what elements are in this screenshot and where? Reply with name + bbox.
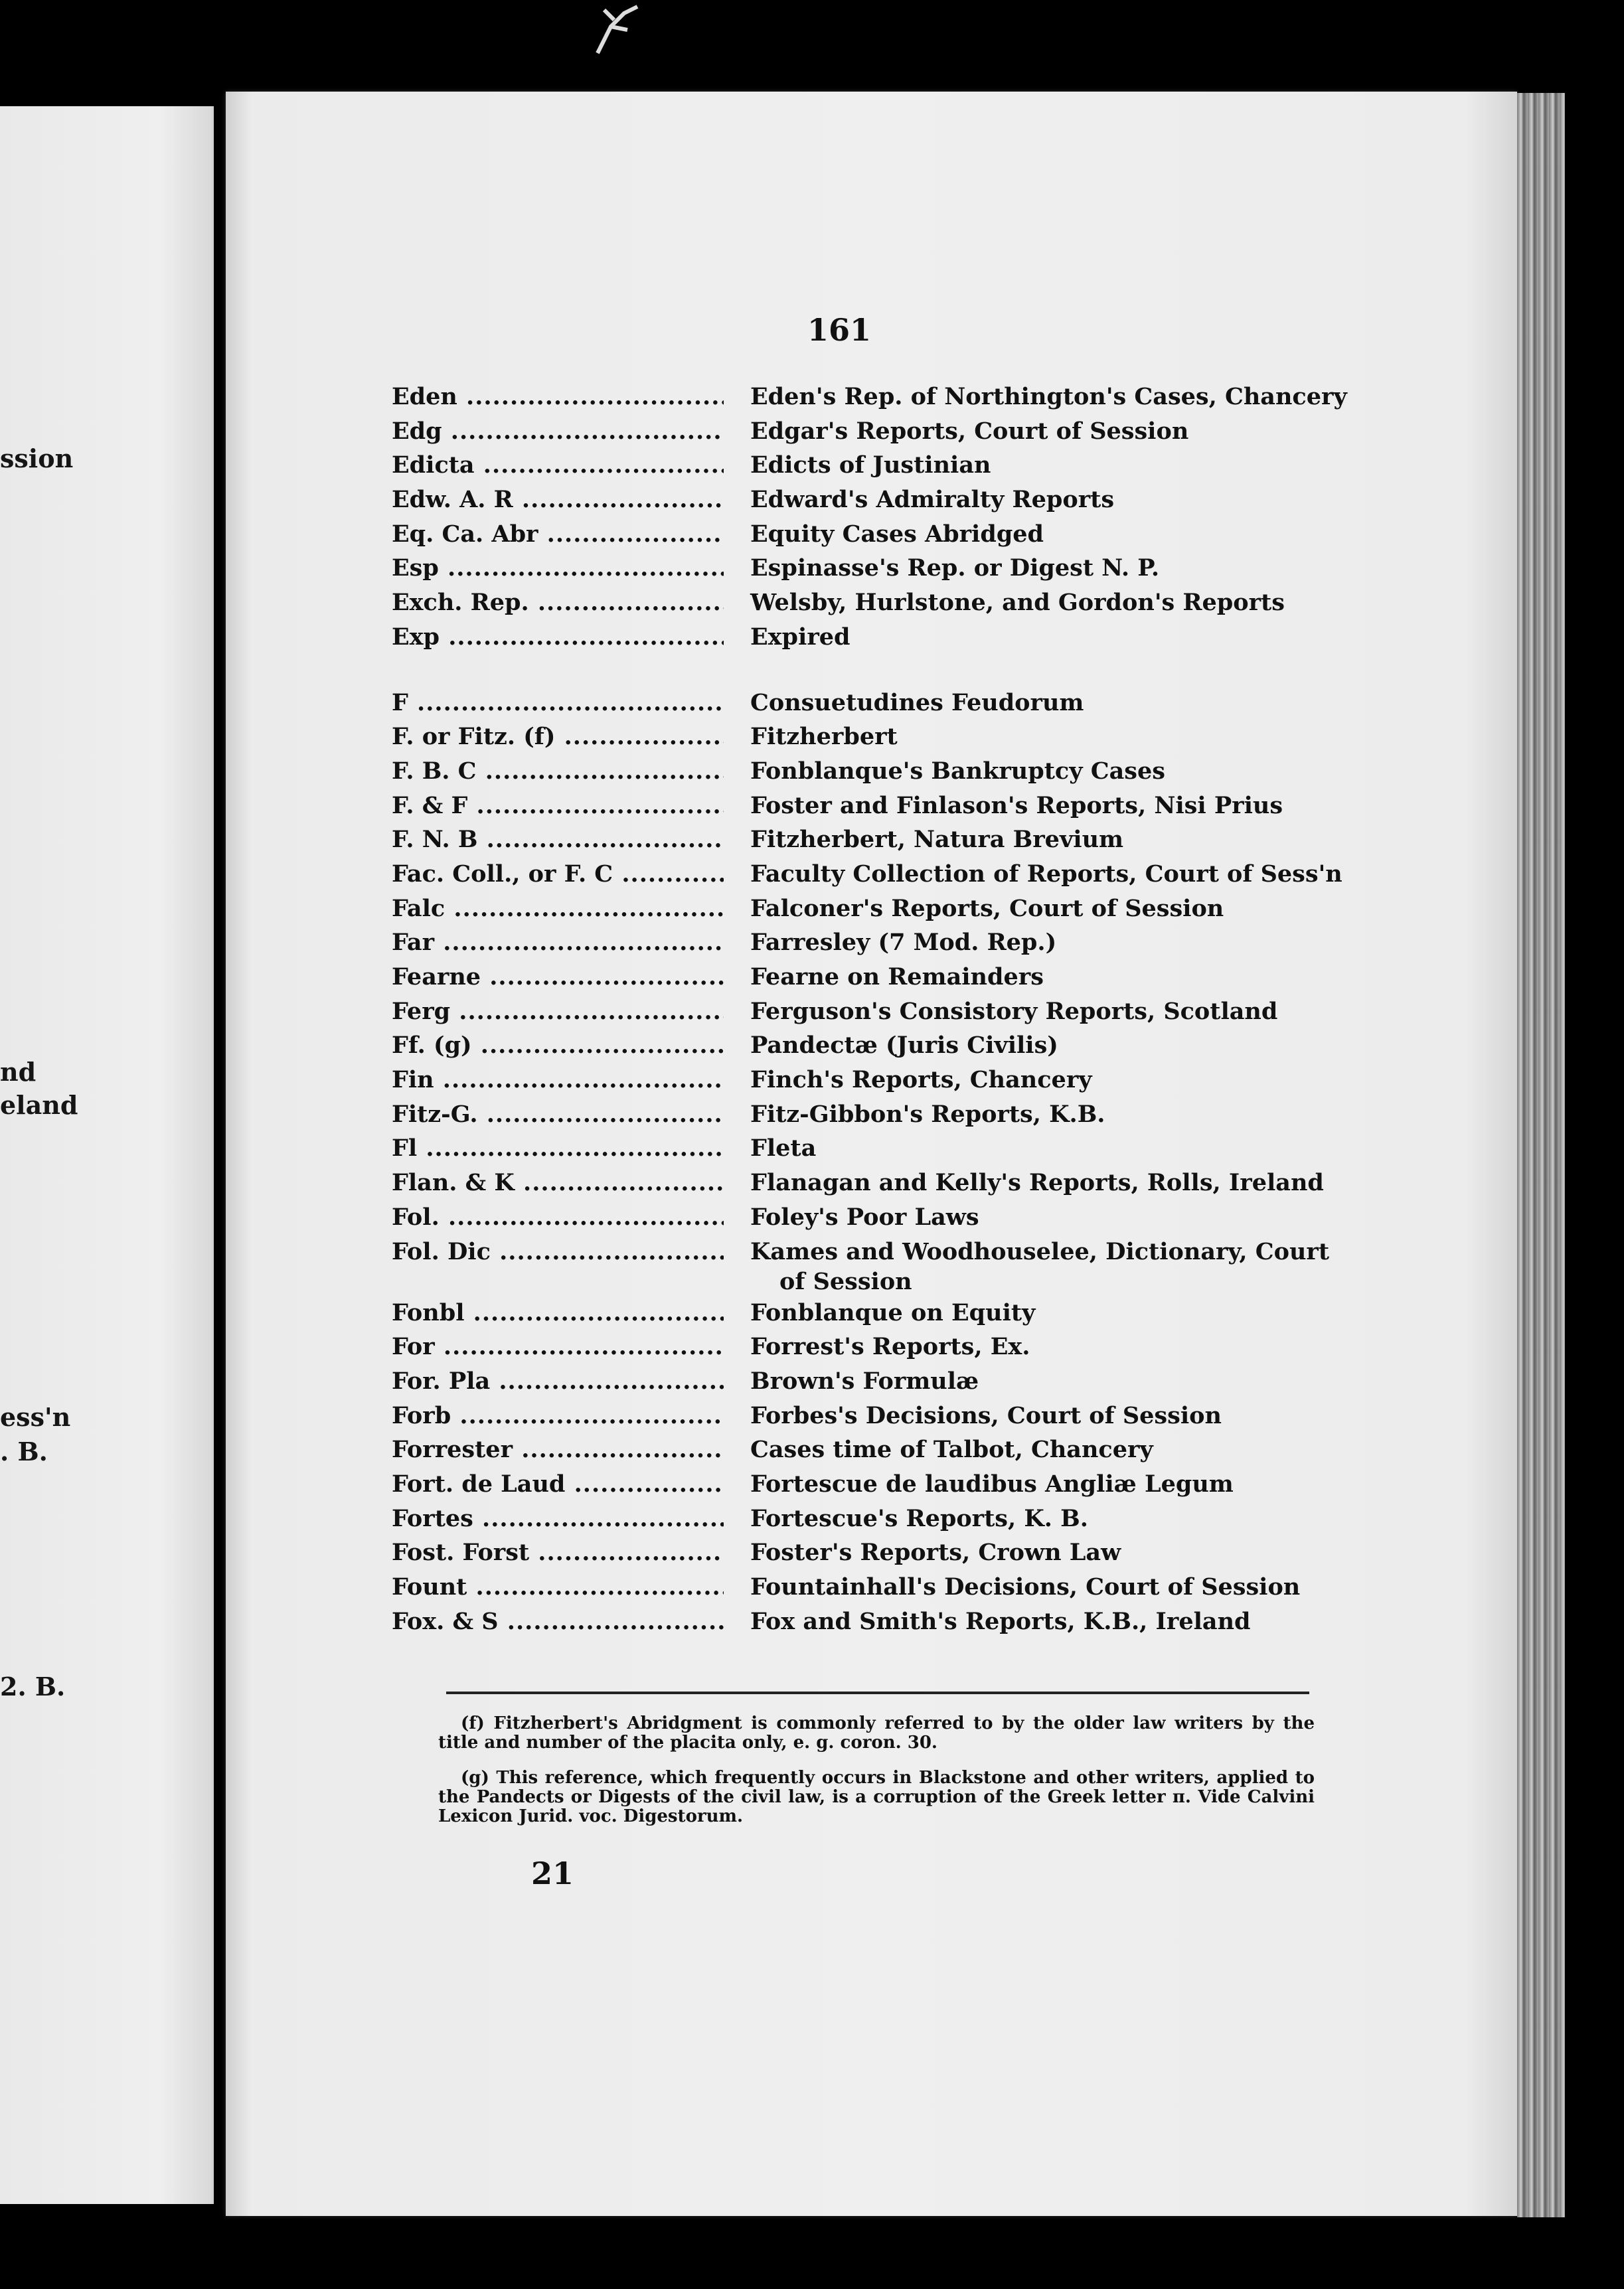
entry-description	[750, 994, 1348, 1029]
entry-row	[392, 483, 1321, 517]
abbreviation-text: For	[392, 1333, 435, 1361]
entry-abbreviation	[392, 1605, 724, 1639]
description-text: Brown's Formulæ	[750, 1367, 979, 1395]
left-page-fragment: nd	[0, 1057, 37, 1087]
entry-row	[392, 1364, 1321, 1399]
description-text: Fox and Smith's Reports, K.B., Ireland	[750, 1607, 1251, 1635]
page-stack-edge	[1517, 93, 1565, 2217]
entry-row	[392, 1570, 1321, 1605]
entry-row	[392, 960, 1321, 994]
entry-description	[750, 892, 1348, 926]
entry-abbreviation	[392, 1063, 724, 1097]
entry-abbreviation	[392, 994, 724, 1029]
entry-description	[750, 1433, 1348, 1467]
entry-description	[750, 857, 1348, 892]
abbreviation-text: Falc	[392, 894, 446, 922]
description-text: Edgar's Reports, Court of Session	[750, 417, 1189, 445]
entry-description	[750, 1028, 1348, 1063]
entry-row	[392, 551, 1321, 586]
entry-row	[392, 517, 1321, 552]
entry-abbreviation	[392, 586, 724, 620]
abbreviation-text: F. B. C	[392, 757, 477, 785]
entry-description	[750, 1330, 1348, 1364]
entry-abbreviation	[392, 720, 724, 754]
entry-description	[750, 1235, 1348, 1296]
abbreviation-text: Fitz-G.	[392, 1100, 478, 1128]
abbreviation-text: F. N. B	[392, 826, 478, 854]
description-text: Consuetudines Feudorum	[750, 688, 1084, 716]
entry-description	[750, 720, 1348, 754]
abbreviation-text: Edw. A. R	[392, 486, 513, 514]
entry-description	[750, 1364, 1348, 1399]
left-page-fragment: ssion	[0, 443, 74, 473]
abbreviation-text: Fort. de Laud	[392, 1470, 566, 1498]
entry-row	[392, 823, 1321, 857]
description-text: Welsby, Hurlstone, and Gordon's Reports	[750, 589, 1285, 617]
entry-description	[750, 1296, 1348, 1330]
entry-description	[750, 1131, 1348, 1166]
entry-description	[750, 1063, 1348, 1097]
entry-abbreviation	[392, 448, 724, 483]
left-page-fragment: eland	[0, 1090, 78, 1120]
entry-description	[750, 754, 1348, 789]
abbreviation-text: Fl	[392, 1135, 418, 1162]
description-text: Espinasse's Rep. or Digest N. P.	[750, 554, 1160, 582]
description-continuation: of Session	[779, 1268, 912, 1296]
abbreviation-list	[392, 380, 1347, 1638]
abbreviation-text: Fol. Dic	[392, 1237, 491, 1265]
entry-description	[750, 380, 1348, 414]
entry-abbreviation	[392, 1235, 724, 1269]
abbreviation-text: Exch. Rep.	[392, 589, 529, 617]
page-number: 161	[807, 312, 872, 348]
abbreviation-text: Fonbl	[392, 1299, 465, 1326]
entry-row	[392, 1097, 1321, 1132]
abbreviation-text: F	[392, 688, 408, 716]
entry-row	[392, 1502, 1321, 1536]
entry-row	[392, 620, 1321, 655]
description-text: Cases time of Talbot, Chancery	[750, 1436, 1153, 1464]
entry-abbreviation	[392, 857, 724, 892]
left-page-fragment: . B.	[0, 1437, 48, 1466]
entry-abbreviation	[392, 414, 724, 449]
entry-abbreviation	[392, 1364, 724, 1399]
entry-abbreviation	[392, 1097, 724, 1132]
entry-description	[750, 960, 1348, 994]
entry-row	[392, 1399, 1321, 1433]
entry-description	[750, 925, 1348, 960]
abbreviation-text: Eq. Ca. Abr	[392, 520, 538, 548]
abbreviation-text: Fox. & S	[392, 1607, 499, 1635]
entry-description	[750, 1200, 1348, 1235]
entry-row	[392, 1433, 1321, 1467]
entry-description	[750, 686, 1348, 720]
entry-row	[392, 1296, 1321, 1330]
abbreviation-text: Fortes	[392, 1504, 473, 1532]
entry-abbreviation	[392, 1296, 724, 1330]
description-text: Foster and Finlason's Reports, Nisi Prius	[750, 791, 1283, 819]
footnotes	[438, 1714, 1315, 1842]
abbreviation-text: Edicta	[392, 451, 475, 479]
description-text: Fitzherbert, Natura Brevium	[750, 826, 1124, 854]
footnote-rule	[446, 1692, 1309, 1694]
entry-abbreviation	[392, 517, 724, 552]
abbreviation-text: F. & F	[392, 791, 468, 819]
entry-description	[750, 1399, 1348, 1433]
abbreviation-text: Esp	[392, 554, 439, 582]
entry-row	[392, 925, 1321, 960]
description-text: Foster's Reports, Crown Law	[750, 1539, 1121, 1567]
footnote-f: (f) Fitzherbert's Abridgment is commonly referred to by the older law writers by the title and number of the placita only, e. g. coron. 30.	[438, 1713, 1315, 1753]
entry-row	[392, 789, 1321, 823]
description-text: Forbes's Decisions, Court of Session	[750, 1401, 1222, 1429]
entry-abbreviation	[392, 892, 724, 926]
description-text: Fonblanque's Bankruptcy Cases	[750, 757, 1165, 785]
entry-abbreviation	[392, 1433, 724, 1467]
entry-row	[392, 414, 1321, 449]
description-text: Fearne on Remainders	[750, 963, 1044, 990]
abbreviation-text: Forrester	[392, 1436, 513, 1464]
entry-row	[392, 1467, 1321, 1502]
entry-row	[392, 1536, 1321, 1570]
entry-abbreviation	[392, 1028, 724, 1063]
entry-abbreviation	[392, 1166, 724, 1200]
entry-row	[392, 857, 1342, 892]
entry-row	[392, 686, 1321, 720]
description-text: Foley's Poor Laws	[750, 1203, 979, 1231]
entry-abbreviation	[392, 1570, 724, 1605]
entry-description	[750, 1605, 1348, 1639]
entry-description	[750, 483, 1348, 517]
description-text: Equity Cases Abridged	[750, 520, 1044, 548]
entry-description	[750, 823, 1348, 857]
description-text: Ferguson's Consistory Reports, Scotland	[750, 997, 1278, 1025]
entry-abbreviation	[392, 960, 724, 994]
entry-abbreviation	[392, 483, 724, 517]
description-text: Faculty Collection of Reports, Court of Sess'n	[750, 860, 1342, 888]
entry-abbreviation	[392, 620, 724, 655]
entry-abbreviation	[392, 1330, 724, 1364]
entry-row	[392, 754, 1321, 789]
description-text: Finch's Reports, Chancery	[750, 1066, 1092, 1094]
entry-abbreviation	[392, 1399, 724, 1433]
entry-row	[392, 1028, 1321, 1063]
description-text: Fonblanque on Equity	[750, 1299, 1036, 1326]
entry-row	[392, 448, 1321, 483]
entry-description	[750, 448, 1348, 483]
entry-row	[392, 1131, 1321, 1166]
entry-abbreviation	[392, 380, 724, 414]
entry-description	[750, 1097, 1348, 1132]
footnote-g: (g) This reference, which frequently occurs in Blackstone and other writers, applied to the Pandects or Digests of the civil law, is a corruption of the Greek letter π. Vide Calvini Lexicon Jurid. voc. Digestorum.	[438, 1768, 1315, 1826]
entry-abbreviation	[392, 1536, 724, 1570]
left-page-fragment: 2. B.	[0, 1672, 66, 1701]
entry-description	[750, 1536, 1348, 1570]
entry-abbreviation	[392, 754, 724, 789]
entry-row	[392, 1605, 1321, 1639]
entry-description	[750, 1502, 1348, 1536]
abbreviation-text: Flan. & K	[392, 1169, 515, 1197]
description-text: Expired	[750, 623, 851, 651]
abbreviation-text: F. or Fitz. (f)	[392, 723, 556, 751]
entry-description	[750, 414, 1348, 449]
entry-row	[392, 1330, 1321, 1364]
signature-mark: 21	[531, 1855, 574, 1891]
description-text: Fountainhall's Decisions, Court of Session	[750, 1573, 1301, 1601]
entry-description	[750, 789, 1348, 823]
entry-abbreviation	[392, 551, 724, 586]
entry-row	[392, 994, 1321, 1029]
abbreviation-text: Fin	[392, 1066, 434, 1094]
abbreviation-text: Ff. (g)	[392, 1032, 472, 1060]
entry-abbreviation	[392, 686, 724, 720]
description-text: Kames and Woodhouselee, Dictionary, Court	[750, 1237, 1330, 1265]
entry-row	[392, 1063, 1321, 1097]
page-clip-mark	[591, 0, 644, 60]
entry-description	[750, 551, 1348, 586]
entry-abbreviation	[392, 925, 724, 960]
entry-row	[392, 892, 1321, 926]
entry-abbreviation	[392, 1502, 724, 1536]
entry-abbreviation	[392, 1131, 724, 1166]
description-text: Forrest's Reports, Ex.	[750, 1333, 1030, 1361]
abbreviation-text: Edg	[392, 417, 442, 445]
description-text: Fitzherbert	[750, 723, 898, 751]
abbreviation-text: Ferg	[392, 997, 451, 1025]
abbreviation-text: Far	[392, 929, 435, 957]
entry-description	[750, 517, 1348, 552]
entry-description	[750, 1570, 1348, 1605]
entry-row	[392, 1166, 1324, 1200]
entry-row	[392, 1200, 1321, 1235]
entry-row	[392, 1235, 1330, 1296]
entry-row	[392, 380, 1347, 414]
abbreviation-text: Eden	[392, 383, 457, 410]
abbreviation-text: Fac. Coll., or F. C	[392, 860, 613, 888]
entry-abbreviation	[392, 1467, 724, 1502]
abbreviation-text: Fol.	[392, 1203, 440, 1231]
abbreviation-text: Fearne	[392, 963, 481, 990]
entry-description	[750, 1467, 1348, 1502]
entry-description	[750, 620, 1348, 655]
entry-abbreviation	[392, 789, 724, 823]
entry-abbreviation	[392, 823, 724, 857]
abbreviation-text: Fost. Forst	[392, 1539, 530, 1567]
description-text: Fortescue de laudibus Angliæ Legum	[750, 1470, 1234, 1498]
abbreviation-text: Exp	[392, 623, 440, 651]
description-text: Fortescue's Reports, K. B.	[750, 1504, 1088, 1532]
description-text: Flanagan and Kelly's Reports, Rolls, Ireland	[750, 1169, 1324, 1197]
entry-description	[750, 586, 1348, 620]
left-page-fragment: ess'n	[0, 1402, 71, 1432]
description-text: Edward's Admiralty Reports	[750, 486, 1115, 514]
abbreviation-text: Fount	[392, 1573, 467, 1601]
entry-abbreviation	[392, 1200, 724, 1235]
entry-row	[392, 586, 1321, 620]
abbreviation-text: For. Pla	[392, 1367, 491, 1395]
description-text: Pandectæ (Juris Civilis)	[750, 1032, 1058, 1060]
description-text: Farresley (7 Mod. Rep.)	[750, 929, 1057, 957]
entry-description	[750, 1166, 1348, 1200]
previous-page-edge	[0, 106, 229, 2204]
entry-row	[392, 720, 1321, 754]
description-text: Eden's Rep. of Northington's Cases, Chancery	[750, 383, 1347, 410]
description-text: Edicts of Justinian	[750, 451, 991, 479]
description-text: Fleta	[750, 1135, 817, 1162]
abbreviation-text: Forb	[392, 1401, 451, 1429]
description-text: Fitz-Gibbon's Reports, K.B.	[750, 1100, 1105, 1128]
description-text: Falconer's Reports, Court of Session	[750, 894, 1224, 922]
